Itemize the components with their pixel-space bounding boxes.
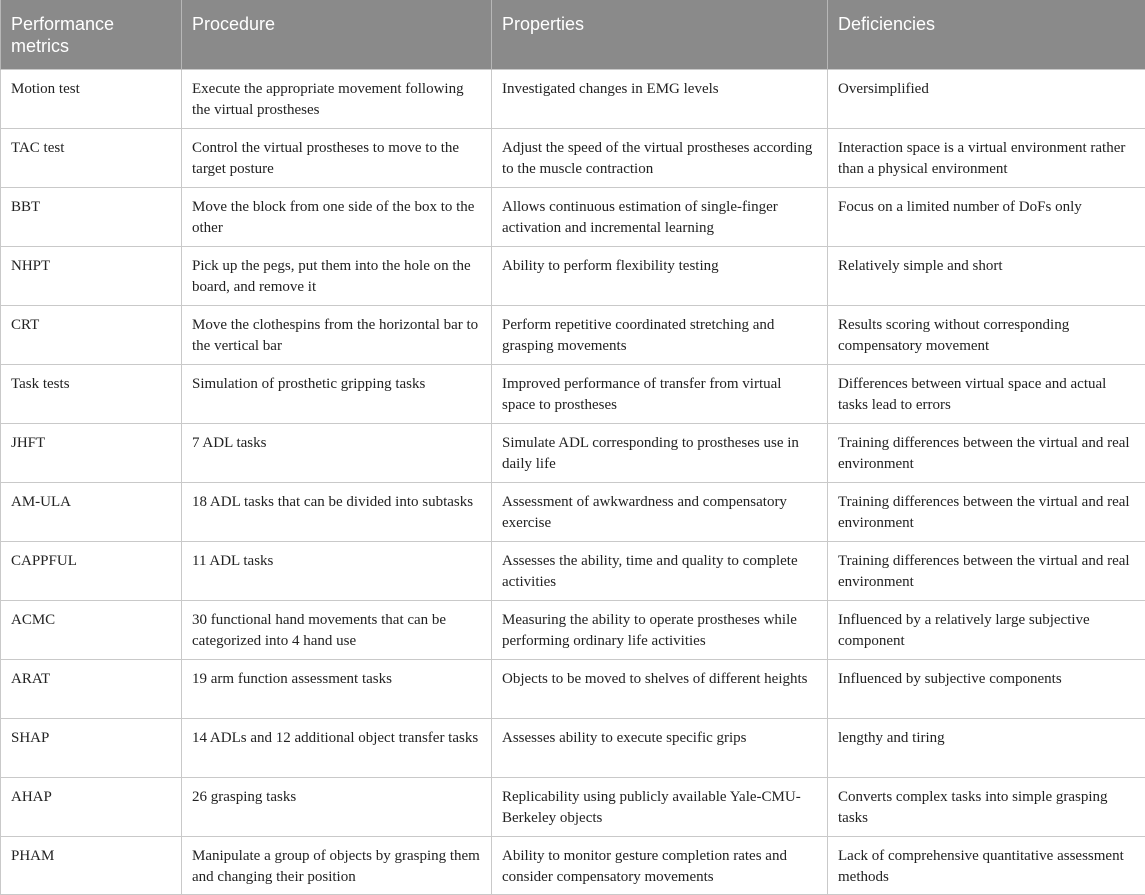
cell-metric: Motion test [1,69,182,128]
cell-metric: ARAT [1,659,182,718]
cell-deficiencies: Converts complex tasks into simple grasping tasks [828,777,1145,836]
cell-metric: JHFT [1,423,182,482]
cell-procedure: 11 ADL tasks [182,541,492,600]
cell-deficiencies: Relatively simple and short [828,246,1145,305]
table-row [1,718,1145,777]
header-row [1,0,1145,69]
cell-procedure: 7 ADL tasks [182,423,492,482]
cell-procedure: Execute the appropriate movement following the virtual prostheses [182,69,492,128]
header-procedure: Procedure [182,0,492,69]
table-row [1,305,1145,364]
cell-procedure: Simulation of prosthetic gripping tasks [182,364,492,423]
cell-metric: CAPPFUL [1,541,182,600]
cell-deficiencies: Results scoring without corresponding compensatory movement [828,305,1145,364]
cell-deficiencies: Oversimplified [828,69,1145,128]
table-row [1,836,1145,894]
cell-procedure: 26 grasping tasks [182,777,492,836]
cell-deficiencies: Influenced by a relatively large subjective component [828,600,1145,659]
cell-properties: Ability to monitor gesture completion rates and consider compensatory movements [492,836,828,894]
cell-properties: Simulate ADL corresponding to prostheses use in daily life [492,423,828,482]
cell-deficiencies: Focus on a limited number of DoFs only [828,187,1145,246]
cell-deficiencies: Differences between virtual space and actual tasks lead to errors [828,364,1145,423]
table-row [1,659,1145,718]
cell-properties: Perform repetitive coordinated stretching and grasping movements [492,305,828,364]
cell-properties: Objects to be moved to shelves of different heights [492,659,828,718]
cell-procedure: Move the block from one side of the box to the other [182,187,492,246]
cell-deficiencies: Lack of comprehensive quantitative assessment methods [828,836,1145,894]
cell-deficiencies: Influenced by subjective components [828,659,1145,718]
cell-metric: AHAP [1,777,182,836]
cell-properties: Investigated changes in EMG levels [492,69,828,128]
table-row [1,482,1145,541]
cell-procedure: Control the virtual prostheses to move to the target posture [182,128,492,187]
cell-metric: TAC test [1,128,182,187]
cell-properties: Assessment of awkwardness and compensatory exercise [492,482,828,541]
table-row [1,246,1145,305]
cell-properties: Allows continuous estimation of single-finger activation and incremental learning [492,187,828,246]
cell-properties: Assesses the ability, time and quality to complete activities [492,541,828,600]
table-row [1,541,1145,600]
cell-procedure: 18 ADL tasks that can be divided into subtasks [182,482,492,541]
cell-deficiencies: Training differences between the virtual and real environment [828,482,1145,541]
cell-metric: BBT [1,187,182,246]
cell-deficiencies: Interaction space is a virtual environment rather than a physical environment [828,128,1145,187]
cell-procedure: 19 arm function assessment tasks [182,659,492,718]
table-header [1,0,1145,69]
table-row [1,69,1145,128]
cell-deficiencies: Training differences between the virtual and real environment [828,423,1145,482]
cell-metric: PHAM [1,836,182,894]
header-performance-metrics: Performance metrics [1,0,182,69]
table-row [1,600,1145,659]
cell-procedure: Manipulate a group of objects by grasping them and changing their position [182,836,492,894]
table-row [1,423,1145,482]
cell-deficiencies: lengthy and tiring [828,718,1145,777]
table-row [1,364,1145,423]
cell-metric: NHPT [1,246,182,305]
cell-metric: SHAP [1,718,182,777]
cell-properties: Assesses ability to execute specific grips [492,718,828,777]
cell-procedure: Move the clothespins from the horizontal bar to the vertical bar [182,305,492,364]
header-deficiencies: Deficiencies [828,0,1145,69]
cell-metric: Task tests [1,364,182,423]
table-row [1,777,1145,836]
table-body [1,69,1145,894]
cell-metric: ACMC [1,600,182,659]
cell-deficiencies: Training differences between the virtual and real environment [828,541,1145,600]
cell-metric: CRT [1,305,182,364]
cell-properties: Improved performance of transfer from virtual space to prostheses [492,364,828,423]
cell-procedure: 14 ADLs and 12 additional object transfer tasks [182,718,492,777]
cell-procedure: Pick up the pegs, put them into the hole on the board, and remove it [182,246,492,305]
table-row [1,187,1145,246]
table-row [1,128,1145,187]
cell-properties: Ability to perform flexibility testing [492,246,828,305]
cell-metric: AM-ULA [1,482,182,541]
cell-properties: Measuring the ability to operate prostheses while performing ordinary life activities [492,600,828,659]
cell-properties: Replicability using publicly available Yale-CMU-Berkeley objects [492,777,828,836]
cell-properties: Adjust the speed of the virtual prostheses according to the muscle contraction [492,128,828,187]
header-properties: Properties [492,0,828,69]
cell-procedure: 30 functional hand movements that can be categorized into 4 hand use [182,600,492,659]
